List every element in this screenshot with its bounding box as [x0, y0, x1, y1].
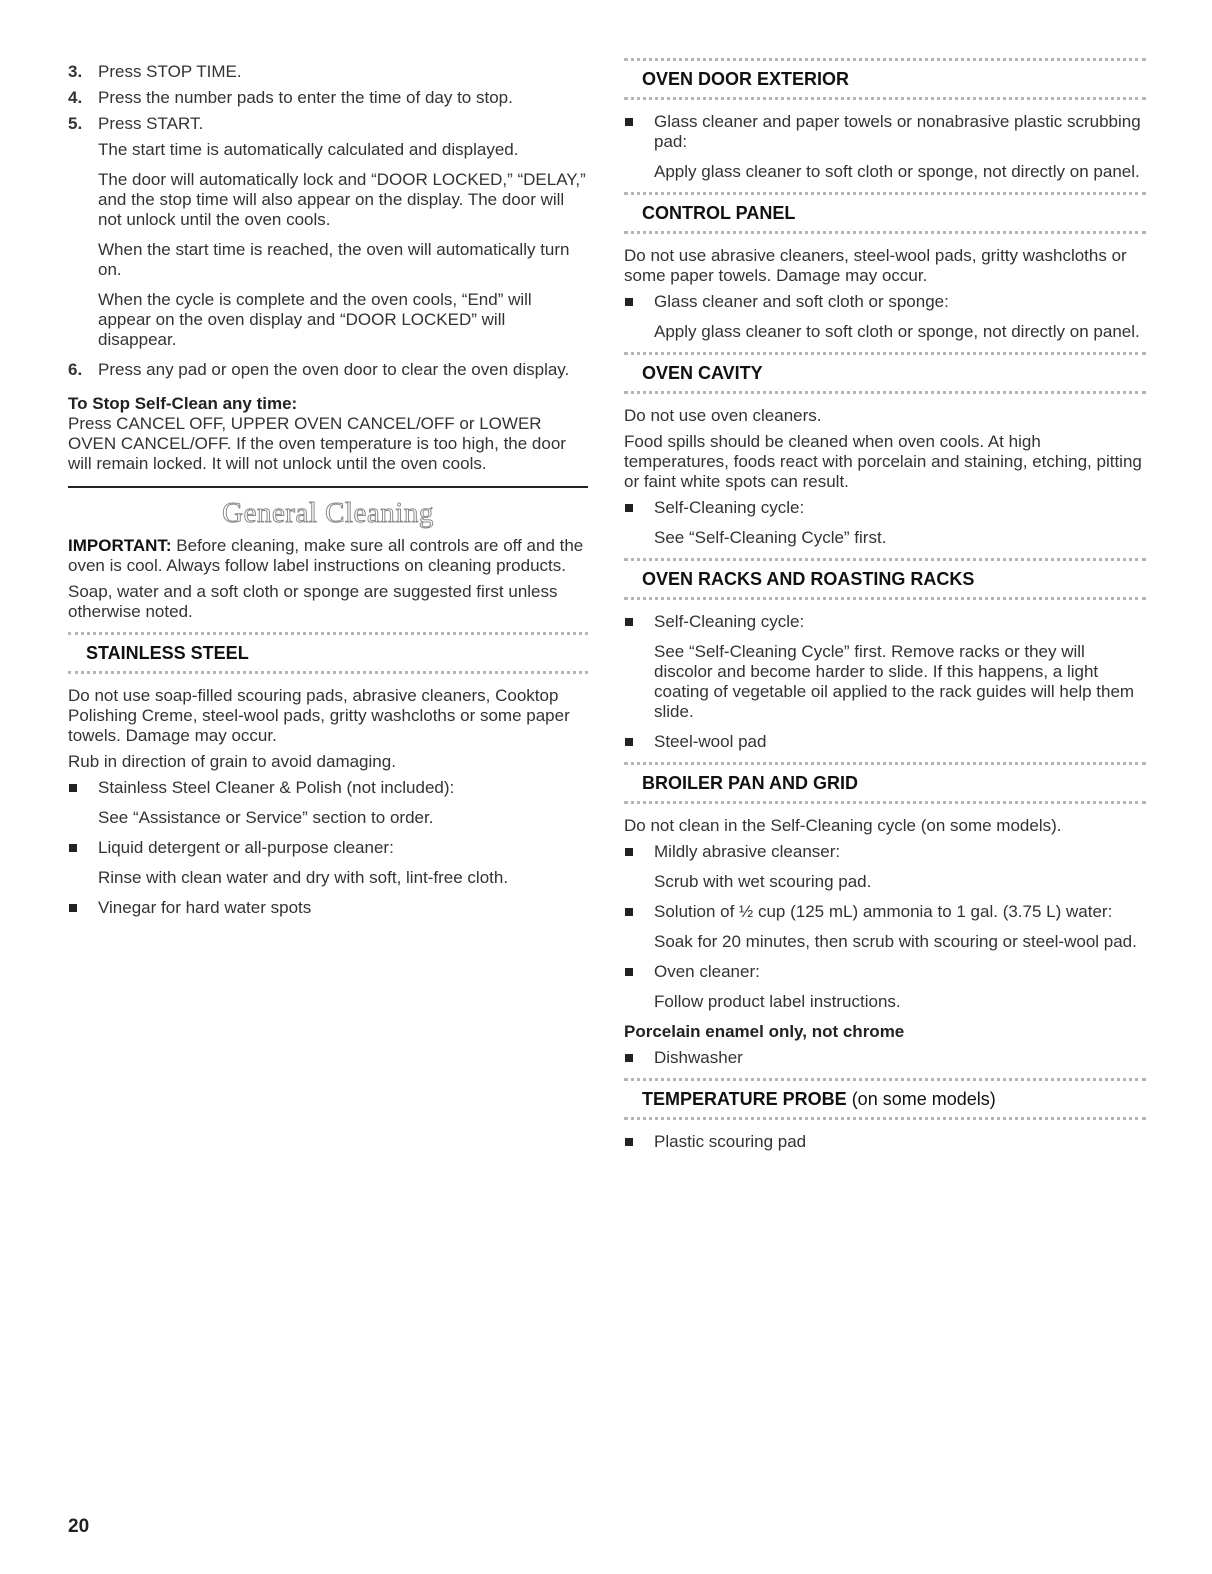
- porcelain-heading: Porcelain enamel only, not chrome: [624, 1022, 905, 1041]
- bullet-item: Oven cleaner:: [624, 962, 1146, 982]
- bullet-detail: See “Assistance or Service” section to order.: [98, 808, 434, 827]
- bullet-item: Mildly abrasive cleanser:: [624, 842, 1146, 862]
- step-note: When the cycle is complete and the oven cools, “End” will appear on the oven display and “DOOR LOCKED” will disappear.: [98, 290, 532, 349]
- step-6: [68, 360, 588, 380]
- bullet-item: Self-Cleaning cycle:: [624, 612, 1146, 632]
- oven-cavity-paragraph: Food spills should be cleaned when oven cools. At high temperatures, foods react with porcelain and staining, etching, pitting or faint white spots can result.: [624, 432, 1142, 491]
- important-label: IMPORTANT:: [68, 536, 172, 555]
- bullet-detail: Scrub with wet scouring pad.: [654, 872, 872, 891]
- step-number: 6.: [68, 360, 83, 379]
- bullet-item: Plastic scouring pad: [624, 1132, 1146, 1152]
- left-column: [68, 62, 588, 928]
- page-number: 20: [68, 1516, 90, 1537]
- bullet-detail: Rinse with clean water and dry with soft, lint-free cloth.: [98, 868, 509, 887]
- oven-cavity-heading: OVEN CAVITY: [624, 352, 1146, 394]
- control-panel-heading: CONTROL PANEL: [624, 192, 1146, 234]
- bullet-item: Liquid detergent or all-purpose cleaner:: [68, 838, 588, 858]
- stainless-steel-heading: STAINLESS STEEL: [68, 632, 588, 674]
- step-text: Press any pad or open the oven door to clear the oven display.: [98, 360, 570, 379]
- oven-racks-heading: OVEN RACKS AND ROASTING RACKS: [624, 558, 1146, 600]
- important-text: Before cleaning, make sure all controls are off and the oven is cool. Always follow label instructions on cleaning products.: [68, 536, 584, 575]
- control-panel-paragraph: Do not use abrasive cleaners, steel-wool pads, gritty washcloths or some paper towels. Damage may occur.: [624, 246, 1127, 285]
- step-number: 3.: [68, 62, 83, 81]
- right-column: [624, 58, 1146, 1162]
- broiler-pan-heading: BROILER PAN AND GRID: [624, 762, 1146, 804]
- step-number: 4.: [68, 88, 83, 107]
- bullet-item: Vinegar for hard water spots: [68, 898, 588, 918]
- step-text: Press START.: [98, 114, 204, 133]
- temperature-probe-heading: [624, 1078, 1146, 1120]
- bullet-detail: Apply glass cleaner to soft cloth or sponge, not directly on panel.: [654, 322, 1140, 341]
- bullet-detail: Soak for 20 minutes, then scrub with scouring or steel-wool pad.: [654, 932, 1137, 951]
- bullet-item: Dishwasher: [624, 1048, 1146, 1068]
- section-divider: [68, 486, 588, 488]
- bullet-item: Self-Cleaning cycle:: [624, 498, 1146, 518]
- step-text: Press the number pads to enter the time of day to stop.: [98, 88, 513, 107]
- step-note: When the start time is reached, the oven will automatically turn on.: [98, 240, 570, 279]
- stainless-paragraph: Do not use soap-filled scouring pads, abrasive cleaners, Cooktop Polishing Creme, steel-wool pads, gritty washcloths or some paper towels. Damage may occur.: [68, 686, 570, 745]
- step-note: The door will automatically lock and “DOOR LOCKED,” “DELAY,” and the stop time will also appear on the display. The door will not unlock until the oven cools.: [98, 170, 586, 229]
- step-number: 5.: [68, 114, 83, 133]
- general-cleaning-title: General Cleaning: [222, 497, 434, 529]
- step-text: Press STOP TIME.: [98, 62, 242, 81]
- important-note: [68, 536, 588, 576]
- bullet-item: Solution of ½ cup (125 mL) ammonia to 1 gal. (3.75 L) water:: [624, 902, 1146, 922]
- oven-cavity-paragraph: Do not use oven cleaners.: [624, 406, 822, 425]
- bullet-detail: Follow product label instructions.: [654, 992, 901, 1011]
- bullet-item: Glass cleaner and soft cloth or sponge:: [624, 292, 1146, 312]
- bullet-detail: See “Self-Cleaning Cycle” first. Remove racks or they will discolor and become harder to slide. If this happens, a light coating of vegetable oil applied to the rack guides will help them slide.: [654, 642, 1135, 721]
- step-note: The start time is automatically calculated and displayed.: [98, 140, 519, 159]
- temperature-probe-heading-text: TEMPERATURE PROBE: [642, 1089, 847, 1109]
- temperature-probe-heading-suffix: (on some models): [846, 1089, 996, 1109]
- step-4: [68, 88, 588, 108]
- bullet-detail: Apply glass cleaner to soft cloth or sponge, not directly on panel.: [654, 162, 1140, 181]
- step-3: [68, 62, 588, 82]
- bullet-item: Stainless Steel Cleaner & Polish (not included):: [68, 778, 588, 798]
- oven-door-exterior-heading: OVEN DOOR EXTERIOR: [624, 58, 1146, 100]
- stainless-paragraph: Rub in direction of grain to avoid damaging.: [68, 752, 396, 771]
- step-5: [68, 114, 588, 134]
- soap-note: Soap, water and a soft cloth or sponge are suggested first unless otherwise noted.: [68, 582, 558, 621]
- broiler-paragraph: Do not clean in the Self-Cleaning cycle (on some models).: [624, 816, 1062, 835]
- bullet-item: Glass cleaner and paper towels or nonabrasive plastic scrubbing pad:: [624, 112, 1146, 152]
- bullet-detail: See “Self-Cleaning Cycle” first.: [654, 528, 887, 547]
- bullet-item: Steel-wool pad: [624, 732, 1146, 752]
- stop-self-clean-text: Press CANCEL OFF, UPPER OVEN CANCEL/OFF or LOWER OVEN CANCEL/OFF. If the oven temperature is too high, the door will remain locked. It will not unlock until the oven cools.: [68, 414, 566, 473]
- stop-self-clean-heading: To Stop Self-Clean any time:: [68, 394, 298, 413]
